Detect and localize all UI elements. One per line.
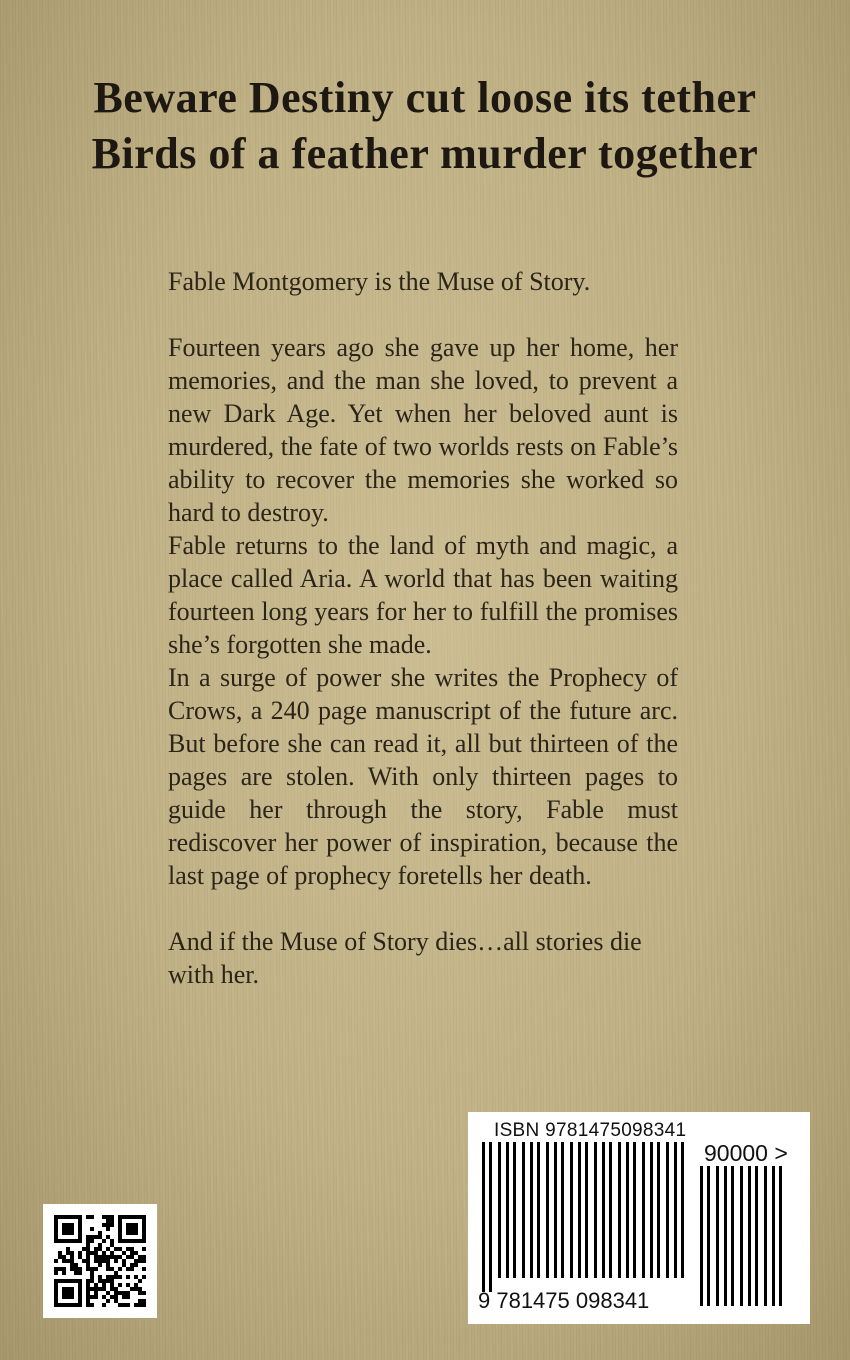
barcode-bar bbox=[707, 1166, 710, 1306]
qr-module bbox=[62, 1255, 66, 1259]
qr-module bbox=[118, 1275, 122, 1279]
qr-module bbox=[70, 1263, 74, 1267]
barcode-bar bbox=[755, 1166, 758, 1306]
qr-module bbox=[62, 1259, 66, 1263]
qr-module bbox=[114, 1295, 118, 1299]
qr-module bbox=[82, 1247, 86, 1251]
qr-module bbox=[86, 1255, 90, 1259]
qr-module bbox=[94, 1267, 98, 1271]
qr-module bbox=[90, 1251, 94, 1255]
qr-module bbox=[106, 1235, 110, 1239]
qr-module bbox=[118, 1247, 122, 1251]
qr-module bbox=[134, 1251, 138, 1255]
qr-module bbox=[110, 1219, 114, 1223]
qr-module bbox=[102, 1223, 106, 1227]
qr-module bbox=[90, 1215, 94, 1219]
qr-module bbox=[118, 1267, 122, 1271]
qr-module bbox=[54, 1303, 82, 1307]
tagline-line-2: Birds of a feather murder together bbox=[91, 129, 759, 178]
qr-module bbox=[58, 1267, 62, 1271]
qr-module bbox=[106, 1219, 110, 1223]
qr-module bbox=[102, 1279, 106, 1283]
qr-module bbox=[142, 1291, 146, 1295]
qr-module bbox=[138, 1291, 142, 1295]
qr-module bbox=[122, 1303, 126, 1307]
qr-module bbox=[86, 1283, 90, 1287]
qr-module bbox=[118, 1215, 122, 1243]
qr-module bbox=[106, 1291, 110, 1295]
qr-module bbox=[86, 1239, 90, 1243]
qr-module bbox=[114, 1259, 118, 1263]
qr-module bbox=[142, 1267, 146, 1271]
qr-module bbox=[122, 1295, 126, 1299]
qr-module bbox=[90, 1235, 94, 1239]
qr-module bbox=[130, 1251, 134, 1255]
qr-module bbox=[118, 1255, 122, 1259]
qr-module bbox=[98, 1275, 102, 1279]
qr-module bbox=[98, 1259, 102, 1263]
barcode-bar bbox=[554, 1142, 557, 1278]
barcode-bar bbox=[716, 1166, 719, 1306]
tagline bbox=[40, 70, 810, 182]
barcode-bar bbox=[674, 1142, 677, 1278]
qr-module bbox=[106, 1227, 110, 1231]
barcode-bar bbox=[626, 1142, 629, 1278]
qr-module bbox=[54, 1239, 82, 1243]
qr-module bbox=[94, 1295, 98, 1299]
qr-module bbox=[126, 1247, 130, 1251]
qr-module bbox=[138, 1279, 142, 1283]
qr-module bbox=[86, 1247, 90, 1251]
qr-module bbox=[138, 1255, 142, 1259]
qr-module bbox=[98, 1235, 102, 1239]
qr-module bbox=[86, 1267, 90, 1271]
qr-module bbox=[106, 1279, 110, 1283]
qr-module bbox=[82, 1259, 86, 1263]
qr-module bbox=[54, 1215, 58, 1243]
qr-code-icon bbox=[54, 1215, 146, 1307]
qr-module bbox=[142, 1255, 146, 1259]
qr-module bbox=[70, 1251, 74, 1255]
qr-module bbox=[98, 1243, 102, 1247]
qr-module bbox=[98, 1287, 102, 1291]
qr-module bbox=[118, 1283, 122, 1287]
price-addon-bars bbox=[700, 1166, 782, 1306]
qr-module bbox=[90, 1279, 94, 1283]
qr-module bbox=[54, 1259, 58, 1263]
qr-module bbox=[110, 1267, 114, 1271]
qr-module bbox=[90, 1267, 94, 1271]
qr-module bbox=[130, 1263, 134, 1267]
barcode-bar bbox=[498, 1142, 501, 1278]
qr-module bbox=[86, 1299, 90, 1303]
blurb-paragraph-1: Fable Montgomery is the Muse of Story. bbox=[168, 267, 591, 296]
isbn-label: ISBN 9781475098341 bbox=[494, 1120, 687, 1141]
qr-module bbox=[78, 1255, 82, 1259]
qr-module bbox=[54, 1279, 58, 1307]
qr-module bbox=[106, 1267, 110, 1271]
qr-module bbox=[54, 1267, 58, 1271]
barcode-bar bbox=[537, 1142, 540, 1278]
barcode-bar bbox=[546, 1142, 549, 1278]
qr-module bbox=[138, 1299, 142, 1303]
qr-module bbox=[106, 1275, 110, 1279]
qr-module bbox=[62, 1287, 74, 1299]
qr-module bbox=[122, 1251, 126, 1255]
qr-module bbox=[62, 1223, 74, 1235]
qr-module bbox=[90, 1287, 94, 1291]
qr-module bbox=[62, 1271, 66, 1275]
qr-module bbox=[102, 1283, 106, 1287]
qr-module bbox=[70, 1267, 74, 1271]
qr-module bbox=[102, 1251, 106, 1255]
qr-module bbox=[106, 1299, 110, 1303]
qr-module bbox=[118, 1303, 122, 1307]
qr-module bbox=[86, 1279, 90, 1283]
barcode-bar bbox=[764, 1166, 767, 1306]
barcode-bar bbox=[618, 1142, 621, 1278]
qr-module bbox=[86, 1243, 90, 1247]
qr-module bbox=[126, 1303, 130, 1307]
qr-module bbox=[54, 1279, 82, 1283]
qr-module bbox=[110, 1251, 114, 1255]
qr-module bbox=[94, 1291, 98, 1295]
qr-module bbox=[66, 1259, 70, 1263]
qr-module bbox=[94, 1235, 98, 1239]
qr-module bbox=[58, 1251, 62, 1255]
qr-module bbox=[106, 1255, 110, 1259]
qr-module bbox=[94, 1287, 98, 1291]
qr-module bbox=[134, 1259, 138, 1263]
qr-module bbox=[70, 1259, 74, 1263]
qr-module bbox=[126, 1291, 130, 1295]
barcode-bar bbox=[513, 1142, 516, 1278]
blurb-paragraph-5: And if the Muse of Story dies…all stories die with her. bbox=[168, 927, 642, 989]
barcode-bar bbox=[740, 1166, 743, 1306]
qr-module bbox=[114, 1247, 118, 1251]
qr-module bbox=[142, 1215, 146, 1243]
qr-module bbox=[130, 1267, 134, 1271]
qr-module bbox=[86, 1291, 90, 1295]
back-cover-blurb bbox=[168, 265, 678, 991]
qr-module bbox=[126, 1275, 130, 1279]
blurb-paragraph-2: Fourteen years ago she gave up her home, her memories, and the man she loved, to prevent a new Dark Age. Yet when her beloved aunt is murdered, the fate of two worlds rests on Fable’s ability to recover the memories she worked so hard to destroy. bbox=[168, 333, 678, 527]
qr-module bbox=[118, 1239, 146, 1243]
barcode-bar bbox=[585, 1142, 588, 1278]
barcode-bar bbox=[650, 1142, 653, 1278]
qr-module bbox=[102, 1287, 106, 1291]
barcode-bar bbox=[748, 1166, 751, 1306]
qr-module bbox=[86, 1295, 90, 1299]
qr-module bbox=[94, 1283, 98, 1287]
qr-module bbox=[102, 1259, 106, 1263]
barcode-bar bbox=[578, 1142, 581, 1278]
tagline-line-1: Beware Destiny cut loose its tether bbox=[93, 73, 757, 122]
qr-module bbox=[54, 1215, 82, 1219]
barcode-bar bbox=[681, 1142, 684, 1278]
qr-module bbox=[98, 1231, 102, 1235]
qr-module bbox=[66, 1247, 70, 1251]
qr-module bbox=[86, 1215, 90, 1219]
qr-module bbox=[110, 1283, 114, 1287]
qr-module bbox=[122, 1291, 126, 1295]
barcode-bar bbox=[772, 1166, 775, 1306]
barcode-bar bbox=[489, 1142, 492, 1292]
qr-module bbox=[66, 1251, 70, 1255]
barcode-bar bbox=[724, 1166, 727, 1306]
qr-module bbox=[134, 1303, 138, 1307]
price-code: 90000 > bbox=[704, 1140, 788, 1166]
barcode-bar bbox=[602, 1142, 605, 1278]
qr-module bbox=[106, 1215, 110, 1219]
barcode-bar bbox=[666, 1142, 669, 1278]
qr-module bbox=[86, 1259, 90, 1263]
qr-module bbox=[114, 1291, 118, 1295]
qr-module bbox=[110, 1275, 114, 1279]
qr-module bbox=[62, 1267, 66, 1271]
qr-code bbox=[43, 1204, 157, 1318]
qr-module bbox=[98, 1247, 102, 1251]
qr-module bbox=[114, 1287, 118, 1291]
ean-barcode-bars bbox=[482, 1142, 688, 1292]
qr-module bbox=[106, 1223, 110, 1227]
qr-module bbox=[118, 1291, 122, 1295]
barcode-bar bbox=[633, 1142, 636, 1278]
qr-module bbox=[126, 1283, 130, 1287]
barcode-bar bbox=[779, 1166, 782, 1306]
qr-module bbox=[102, 1303, 106, 1307]
barcode-bar bbox=[482, 1142, 485, 1292]
qr-module bbox=[106, 1259, 110, 1263]
qr-module bbox=[110, 1295, 114, 1299]
qr-module bbox=[110, 1243, 114, 1247]
qr-module bbox=[102, 1215, 106, 1219]
blurb-paragraph-3: Fable returns to the land of myth and magic, a place called Aria. A world that has been waiting fourteen long years for her to fulfill the promises she’s forgotten she made. bbox=[168, 531, 678, 659]
qr-module bbox=[138, 1287, 142, 1291]
qr-module bbox=[86, 1251, 90, 1255]
qr-module bbox=[78, 1215, 82, 1243]
qr-module bbox=[130, 1247, 134, 1251]
qr-module bbox=[122, 1259, 126, 1263]
barcode-bar bbox=[594, 1142, 597, 1278]
qr-module bbox=[134, 1283, 138, 1287]
qr-module bbox=[110, 1239, 114, 1243]
qr-module bbox=[126, 1255, 130, 1259]
qr-module bbox=[74, 1267, 78, 1271]
qr-module bbox=[142, 1247, 146, 1251]
qr-module bbox=[98, 1263, 102, 1267]
qr-module bbox=[138, 1259, 142, 1263]
qr-module bbox=[74, 1263, 78, 1267]
qr-module bbox=[126, 1223, 138, 1235]
barcode-bar bbox=[530, 1142, 533, 1278]
ean-digits: 9 781475 098341 bbox=[478, 1288, 650, 1313]
barcode-bar bbox=[522, 1142, 525, 1278]
qr-module bbox=[86, 1287, 90, 1291]
barcode-bar bbox=[609, 1142, 612, 1278]
qr-module bbox=[78, 1267, 82, 1271]
qr-module bbox=[110, 1223, 114, 1227]
qr-module bbox=[86, 1263, 90, 1267]
barcode-bar bbox=[561, 1142, 564, 1278]
blurb-paragraph-4: In a surge of power she writes the Prophecy of Crows, a 240 page manuscript of the future arc. But before she can read it, all but thirteen of the pages are stolen. With only thirteen pages to guide her through the story, Fable must rediscover her power of inspiration, because the last page of prophecy foretells her death. bbox=[168, 663, 678, 890]
qr-module bbox=[106, 1247, 110, 1251]
qr-module bbox=[134, 1287, 138, 1291]
qr-module bbox=[78, 1251, 82, 1255]
qr-module bbox=[110, 1287, 114, 1291]
qr-module bbox=[110, 1215, 114, 1219]
barcode-bar bbox=[700, 1166, 703, 1306]
qr-module bbox=[114, 1275, 118, 1279]
qr-module bbox=[114, 1299, 118, 1303]
qr-module bbox=[130, 1255, 134, 1259]
qr-module bbox=[142, 1259, 146, 1263]
qr-module bbox=[142, 1303, 146, 1307]
qr-module bbox=[114, 1271, 118, 1275]
qr-module bbox=[114, 1255, 118, 1259]
barcode-bar bbox=[731, 1166, 734, 1306]
qr-module bbox=[94, 1259, 98, 1263]
qr-module bbox=[110, 1255, 114, 1259]
qr-module bbox=[70, 1255, 74, 1259]
qr-module bbox=[78, 1279, 82, 1307]
barcode-bar bbox=[642, 1142, 645, 1278]
qr-module bbox=[90, 1303, 94, 1307]
qr-module bbox=[90, 1271, 94, 1275]
qr-module bbox=[90, 1295, 94, 1299]
barcode-bar bbox=[570, 1142, 573, 1278]
isbn-barcode bbox=[468, 1112, 810, 1324]
qr-module bbox=[90, 1239, 94, 1243]
qr-module bbox=[122, 1263, 126, 1267]
qr-module bbox=[126, 1267, 130, 1271]
qr-module bbox=[98, 1279, 102, 1283]
qr-module bbox=[102, 1239, 106, 1243]
qr-module bbox=[134, 1263, 138, 1267]
qr-module bbox=[94, 1251, 98, 1255]
qr-module bbox=[106, 1263, 110, 1267]
qr-module bbox=[94, 1247, 98, 1251]
qr-module bbox=[134, 1275, 138, 1279]
barcode-bar bbox=[657, 1142, 660, 1278]
qr-module bbox=[90, 1227, 94, 1231]
qr-module bbox=[126, 1295, 130, 1299]
qr-module bbox=[58, 1255, 62, 1259]
qr-module bbox=[110, 1279, 114, 1283]
qr-module bbox=[138, 1303, 142, 1307]
qr-module bbox=[98, 1255, 102, 1259]
qr-module bbox=[102, 1255, 106, 1259]
qr-module bbox=[130, 1287, 134, 1291]
qr-module bbox=[86, 1303, 90, 1307]
qr-module bbox=[54, 1271, 58, 1275]
qr-module bbox=[142, 1275, 146, 1279]
qr-module bbox=[74, 1271, 78, 1275]
qr-module bbox=[142, 1299, 146, 1303]
qr-module bbox=[90, 1275, 94, 1279]
qr-module bbox=[86, 1235, 90, 1239]
barcode-bar bbox=[506, 1142, 509, 1278]
qr-module bbox=[94, 1255, 98, 1259]
qr-module bbox=[102, 1295, 106, 1299]
qr-module bbox=[118, 1215, 146, 1219]
qr-module bbox=[78, 1271, 82, 1275]
